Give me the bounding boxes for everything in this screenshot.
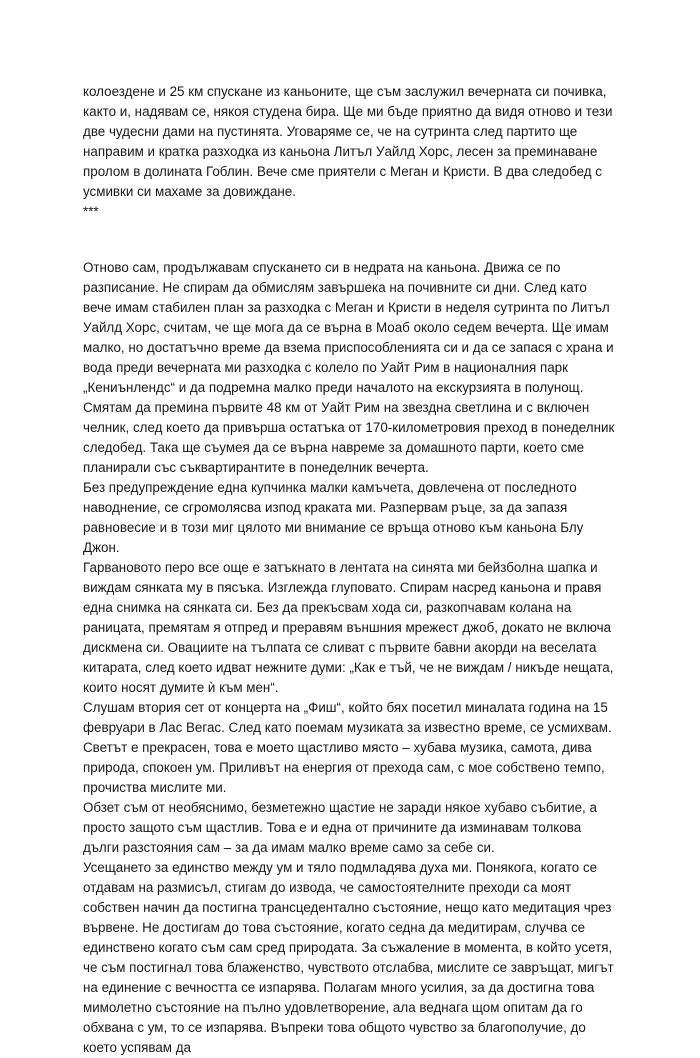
paragraph: Усещането за единство между ум и тяло подмладява духа ми. Понякога, когато се отдавам на размисъл, стигам до извода, че самостоятелните преходи са моят собствен начин да постигна трансцедентално състояние, нещо като медитация чрез вървене. Не достигам до това състояние, когато седна да медитирам, случва се единствено когато съм сам сред природата. За съжаление в момента, в който усетя, че съм постигнал това блаженство, чувството отслабва, мислите се завръщат, мигът на единение с вечността се изпарява. Полагам много усилия, за да достигна това мимолетно състояние на пълно удовлетворение, ала веднага щом опитам да го обхвана с ум, то се изпарява. Въпреки това общото чувство за благополучие, до което успявам да	[83, 860, 614, 1055]
paragraph: Отново сам, продължавам спускането си в недрата на каньона. Движа се по разписание. Не спирам да обмислям завършека на почивните си дни. След като вече имам стабилен план за разходка с Меган и Кристи в неделя сутринта по Литъл Уайлд Хорс, считам, че ще мога да се върна в Моаб около седем вечерта. Ще имам малко, но достатъчно време да взема приспособленията си и да се запася с храна и вода преди вечерната ми разходка с колело по Уайт Рим в националния парк „Кениънлендс“ и да подремна малко преди началото на екскурзията в полунощ. Смятам да премина първите 48 км от Уайт Рим на звездна светлина и с включен челник, след което да привърша остатъка от 170-километровия преход в понеделник следобед. Така ще съумея да се върна навреме за домашното парти, което сме планирали със съквартирантите в понеделник вечерта.	[83, 260, 615, 475]
paragraph-continuation: колоездене и 25 км спускане из каньоните, ще съм заслужил вечерната си почивка, както и, надявам се, някоя студена бира. Ще ми бъде приятно да видя отново и тези две чудесни дами на пустинята. Уговаряме се, че на сутринта след партито ще направим и кратка разходка из каньона Литъл Уайлд Хорс, лесен за преминаване пролом в долината Гоблин. Вече сме приятели с Меган и Кристи. В два следобед с усмивки си махаме за довиждане.	[83, 84, 613, 199]
body-text	[83, 258, 618, 1058]
section-separator: ***	[83, 204, 99, 219]
paragraph: Гарвановото перо все още е затъкнато в лентата на синята ми бейзболна шапка и виждам сянката му в пясъка. Изглежда глуповато. Спирам насред каньона и правя една снимка на сянката си. Без да прекъсвам хода си, разкопчавам колана на раницата, премятам я отпред и преравям външния мрежест джоб, докато не включа дискмена си. Овациите на тълпата се сливат с първите бавни акорди на веселата китарата, след което идват нежните думи: „Как е тъй, че не виждам / никъде нещата, които носят думите ѝ към мен“.	[83, 560, 614, 695]
paragraph: Без предупреждение една купчинка малки камъчета, довлечена от последното наводнение, се сгромолясва изпод краката ми. Разпервам ръце, за да запазя равновесие и в този миг цялото ми внимание се връща отново към каньона Блу Джон.	[83, 480, 584, 555]
paragraph: Обзет съм от необяснимо, безметежно щастие не заради някое хубаво събитие, а просто защото съм щастлив. Това е и една от причините да изминавам толкова дълги разстояния сам – за да имам малко време само за себе си.	[83, 800, 597, 855]
paragraph: Слушам втория сет от концерта на „Фиш“, който бях посетил миналата година на 15 февруари в Лас Вегас. След като поемам музиката за известно време, се усмихвам. Светът е прекрасен, това е моето щастливо място – хубава музика, самота, дива природа, спокоен ум. Приливът на енергия от прехода сам, с мое собствено темпо, прочиства мислите ми.	[83, 700, 612, 795]
